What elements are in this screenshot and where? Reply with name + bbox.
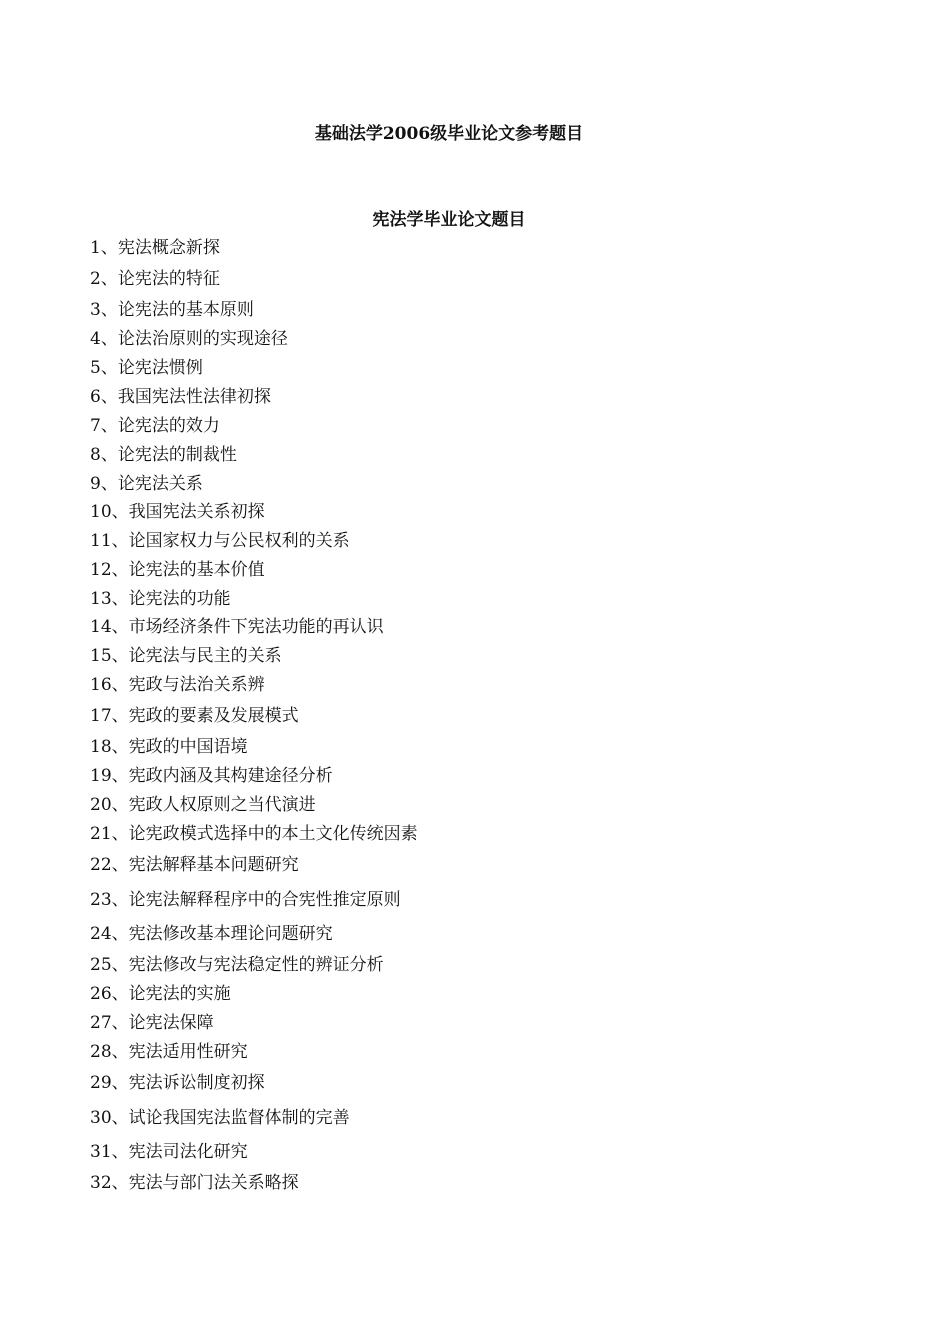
topic-item: 14、市场经济条件下宪法功能的再认识 [90,617,384,637]
topic-item: 7、论宪法的效力 [90,416,220,436]
topic-item: 30、试论我国宪法监督体制的完善 [90,1108,350,1128]
topic-item: 27、论宪法保障 [90,1013,214,1033]
topic-item: 16、宪政与法治关系辨 [90,675,265,695]
topic-item: 5、论宪法惯例 [90,358,203,378]
topic-item: 24、宪法修改基本理论问题研究 [90,924,333,944]
topic-item: 3、论宪法的基本原则 [90,300,254,320]
topic-item: 18、宪政的中国语境 [90,737,248,757]
topic-item: 32、宪法与部门法关系略探 [90,1173,299,1193]
topic-item: 23、论宪法解释程序中的合宪性推定原则 [90,890,401,910]
topic-item: 29、宪法诉讼制度初探 [90,1073,265,1093]
topic-item: 1、宪法概念新探 [90,238,220,258]
topic-item: 25、宪法修改与宪法稳定性的辨证分析 [90,955,384,975]
document-title: 基础法学2006级毕业论文参考题目 [314,124,584,144]
topic-item: 10、我国宪法关系初探 [90,502,265,522]
topic-item: 2、论宪法的特征 [90,269,220,289]
section-title: 宪法学毕业论文题目 [372,210,526,230]
topic-item: 12、论宪法的基本价值 [90,560,265,580]
topic-item: 11、论国家权力与公民权利的关系 [90,531,350,551]
topic-item: 8、论宪法的制裁性 [90,445,237,465]
topic-item: 31、宪法司法化研究 [90,1142,248,1162]
topic-item: 9、论宪法关系 [90,474,203,494]
topic-item: 6、我国宪法性法律初探 [90,387,271,407]
topic-item: 21、论宪政模式选择中的本土文化传统因素 [90,824,418,844]
topic-item: 26、论宪法的实施 [90,984,231,1004]
topic-item: 19、宪政内涵及其构建途径分析 [90,766,333,786]
topic-item: 4、论法治原则的实现途径 [90,329,288,349]
topic-item: 13、论宪法的功能 [90,589,231,609]
topic-item: 28、宪法适用性研究 [90,1042,248,1062]
topic-item: 20、宪政人权原则之当代演进 [90,795,316,815]
topic-item: 17、宪政的要素及发展模式 [90,706,299,726]
topic-item: 22、宪法解释基本问题研究 [90,855,299,875]
topic-item: 15、论宪法与民主的关系 [90,646,282,666]
